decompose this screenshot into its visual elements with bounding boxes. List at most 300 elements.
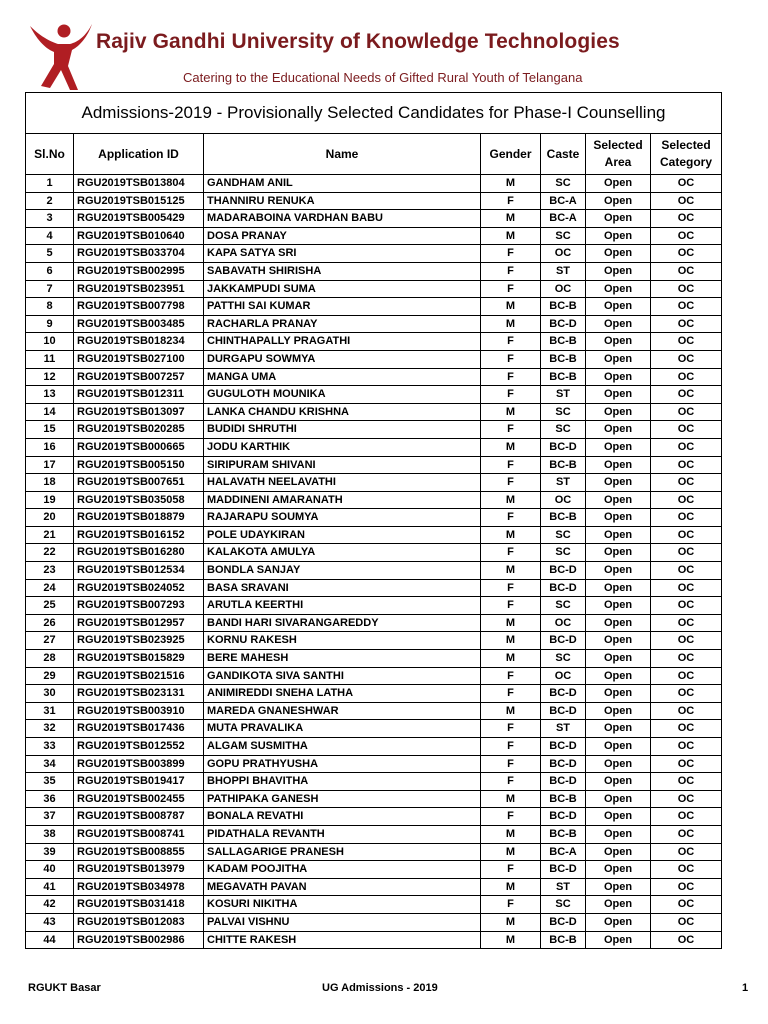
- cell-selected-category: OC: [651, 210, 722, 228]
- cell-name: CHINTHAPALLY PRAGATHI: [204, 333, 481, 351]
- cell-slno: 13: [26, 386, 74, 404]
- cell-application-id: RGU2019TSB002986: [74, 931, 204, 949]
- cell-caste: BC-B: [541, 298, 586, 316]
- cell-gender: M: [481, 227, 541, 245]
- cell-application-id: RGU2019TSB005429: [74, 210, 204, 228]
- cell-selected-category: OC: [651, 913, 722, 931]
- cell-selected-area: Open: [586, 773, 651, 791]
- cell-caste: BC-D: [541, 861, 586, 879]
- table-row: [26, 333, 722, 351]
- cell-name: PIDATHALA REVANTH: [204, 825, 481, 843]
- cell-caste: OC: [541, 491, 586, 509]
- cell-selected-category: OC: [651, 931, 722, 949]
- cell-application-id: RGU2019TSB002995: [74, 262, 204, 280]
- cell-slno: 11: [26, 350, 74, 368]
- col-header-selected-category-line1: Selected: [661, 138, 711, 152]
- cell-selected-category: OC: [651, 896, 722, 914]
- cell-selected-category: OC: [651, 350, 722, 368]
- university-logo: [28, 22, 94, 92]
- cell-name: ARUTLA KEERTHI: [204, 597, 481, 615]
- cell-selected-category: OC: [651, 262, 722, 280]
- cell-application-id: RGU2019TSB031418: [74, 896, 204, 914]
- table-row: [26, 280, 722, 298]
- cell-application-id: RGU2019TSB017436: [74, 720, 204, 738]
- cell-selected-category: OC: [651, 808, 722, 826]
- cell-gender: F: [481, 720, 541, 738]
- table-row: [26, 227, 722, 245]
- cell-caste: BC-B: [541, 509, 586, 527]
- cell-slno: 14: [26, 403, 74, 421]
- cell-name: GOPU PRATHYUSHA: [204, 755, 481, 773]
- cell-name: KALAKOTA AMULYA: [204, 544, 481, 562]
- cell-gender: M: [481, 790, 541, 808]
- cell-gender: M: [481, 210, 541, 228]
- cell-application-id: RGU2019TSB015125: [74, 192, 204, 210]
- cell-selected-area: Open: [586, 685, 651, 703]
- cell-application-id: RGU2019TSB016280: [74, 544, 204, 562]
- cell-gender: M: [481, 931, 541, 949]
- table-row: [26, 562, 722, 580]
- cell-caste: BC-B: [541, 825, 586, 843]
- page-header: [28, 22, 748, 92]
- cell-gender: F: [481, 597, 541, 615]
- cell-caste: SC: [541, 597, 586, 615]
- cell-caste: OC: [541, 614, 586, 632]
- cell-caste: BC-D: [541, 738, 586, 756]
- cell-application-id: RGU2019TSB015829: [74, 650, 204, 668]
- cell-slno: 15: [26, 421, 74, 439]
- cell-selected-area: Open: [586, 403, 651, 421]
- cell-slno: 34: [26, 755, 74, 773]
- col-header-slno: Sl.No: [26, 134, 74, 175]
- cell-application-id: RGU2019TSB013804: [74, 175, 204, 193]
- table-row: [26, 438, 722, 456]
- cell-application-id: RGU2019TSB000665: [74, 438, 204, 456]
- cell-selected-category: OC: [651, 597, 722, 615]
- table-body: [26, 175, 722, 949]
- cell-selected-area: Open: [586, 790, 651, 808]
- table-row: [26, 878, 722, 896]
- cell-name: JODU KARTHIK: [204, 438, 481, 456]
- cell-selected-category: OC: [651, 227, 722, 245]
- cell-selected-area: Open: [586, 315, 651, 333]
- cell-selected-category: OC: [651, 403, 722, 421]
- cell-application-id: RGU2019TSB003910: [74, 702, 204, 720]
- table-row: [26, 368, 722, 386]
- cell-selected-category: OC: [651, 333, 722, 351]
- cell-name: PALVAI VISHNU: [204, 913, 481, 931]
- cell-gender: M: [481, 175, 541, 193]
- cell-selected-area: Open: [586, 878, 651, 896]
- cell-slno: 27: [26, 632, 74, 650]
- footer-campus: RGUKT Basar: [28, 982, 101, 994]
- cell-caste: SC: [541, 544, 586, 562]
- cell-selected-category: OC: [651, 526, 722, 544]
- cell-name: BANDI HARI SIVARANGAREDDY: [204, 614, 481, 632]
- cell-selected-area: Open: [586, 702, 651, 720]
- cell-slno: 37: [26, 808, 74, 826]
- cell-application-id: RGU2019TSB012957: [74, 614, 204, 632]
- cell-application-id: RGU2019TSB002455: [74, 790, 204, 808]
- cell-selected-area: Open: [586, 350, 651, 368]
- cell-selected-category: OC: [651, 843, 722, 861]
- cell-gender: M: [481, 562, 541, 580]
- cell-selected-area: Open: [586, 474, 651, 492]
- cell-gender: M: [481, 526, 541, 544]
- table-row: [26, 386, 722, 404]
- cell-caste: BC-D: [541, 579, 586, 597]
- university-name: Rajiv Gandhi University of Knowledge Technologies: [96, 30, 620, 53]
- cell-caste: BC-D: [541, 632, 586, 650]
- table-row: [26, 702, 722, 720]
- cell-selected-category: OC: [651, 509, 722, 527]
- cell-selected-category: OC: [651, 298, 722, 316]
- cell-application-id: RGU2019TSB018879: [74, 509, 204, 527]
- cell-slno: 24: [26, 579, 74, 597]
- university-tagline: Catering to the Educational Needs of Gifted Rural Youth of Telangana: [183, 70, 583, 85]
- table-row: [26, 175, 722, 193]
- cell-caste: SC: [541, 227, 586, 245]
- table-row: [26, 685, 722, 703]
- cell-selected-area: Open: [586, 438, 651, 456]
- cell-caste: BC-A: [541, 843, 586, 861]
- cell-name: MAREDA GNANESHWAR: [204, 702, 481, 720]
- cell-application-id: RGU2019TSB012311: [74, 386, 204, 404]
- table-row: [26, 509, 722, 527]
- cell-slno: 4: [26, 227, 74, 245]
- cell-selected-category: OC: [651, 579, 722, 597]
- cell-caste: ST: [541, 474, 586, 492]
- col-header-name: Name: [204, 134, 481, 175]
- cell-slno: 22: [26, 544, 74, 562]
- cell-slno: 2: [26, 192, 74, 210]
- cell-slno: 9: [26, 315, 74, 333]
- cell-application-id: RGU2019TSB016152: [74, 526, 204, 544]
- cell-slno: 6: [26, 262, 74, 280]
- cell-name: MADDINENI AMARANATH: [204, 491, 481, 509]
- cell-gender: M: [481, 614, 541, 632]
- cell-gender: F: [481, 456, 541, 474]
- cell-slno: 42: [26, 896, 74, 914]
- cell-caste: BC-B: [541, 368, 586, 386]
- cell-gender: F: [481, 579, 541, 597]
- table-row: [26, 825, 722, 843]
- cell-application-id: RGU2019TSB007798: [74, 298, 204, 316]
- table-row: [26, 474, 722, 492]
- cell-caste: BC-B: [541, 790, 586, 808]
- cell-selected-category: OC: [651, 245, 722, 263]
- cell-application-id: RGU2019TSB010640: [74, 227, 204, 245]
- cell-gender: F: [481, 350, 541, 368]
- cell-selected-category: OC: [651, 878, 722, 896]
- cell-caste: BC-B: [541, 350, 586, 368]
- cell-caste: BC-D: [541, 773, 586, 791]
- cell-caste: BC-D: [541, 315, 586, 333]
- cell-gender: M: [481, 632, 541, 650]
- table-row: [26, 526, 722, 544]
- cell-name: MUTA PRAVALIKA: [204, 720, 481, 738]
- cell-gender: F: [481, 333, 541, 351]
- cell-selected-category: OC: [651, 280, 722, 298]
- cell-slno: 18: [26, 474, 74, 492]
- cell-slno: 16: [26, 438, 74, 456]
- cell-gender: M: [481, 491, 541, 509]
- cell-caste: BC-B: [541, 333, 586, 351]
- cell-selected-area: Open: [586, 632, 651, 650]
- cell-application-id: RGU2019TSB012083: [74, 913, 204, 931]
- table-row: [26, 861, 722, 879]
- cell-application-id: RGU2019TSB012552: [74, 738, 204, 756]
- cell-application-id: RGU2019TSB007257: [74, 368, 204, 386]
- cell-application-id: RGU2019TSB021516: [74, 667, 204, 685]
- cell-application-id: RGU2019TSB027100: [74, 350, 204, 368]
- cell-caste: ST: [541, 262, 586, 280]
- cell-selected-category: OC: [651, 685, 722, 703]
- table-row: [26, 738, 722, 756]
- cell-selected-category: OC: [651, 861, 722, 879]
- cell-gender: F: [481, 773, 541, 791]
- cell-slno: 8: [26, 298, 74, 316]
- cell-name: GANDIKOTA SIVA SANTHI: [204, 667, 481, 685]
- cell-selected-category: OC: [651, 544, 722, 562]
- col-header-caste: Caste: [541, 134, 586, 175]
- cell-gender: F: [481, 667, 541, 685]
- cell-gender: F: [481, 861, 541, 879]
- cell-selected-area: Open: [586, 896, 651, 914]
- cell-gender: F: [481, 262, 541, 280]
- cell-slno: 1: [26, 175, 74, 193]
- cell-caste: SC: [541, 403, 586, 421]
- cell-slno: 44: [26, 931, 74, 949]
- cell-gender: F: [481, 808, 541, 826]
- col-header-gender: Gender: [481, 134, 541, 175]
- cell-gender: F: [481, 685, 541, 703]
- cell-name: GANDHAM ANIL: [204, 175, 481, 193]
- cell-gender: M: [481, 702, 541, 720]
- cell-selected-category: OC: [651, 562, 722, 580]
- cell-selected-category: OC: [651, 720, 722, 738]
- table-row: [26, 421, 722, 439]
- cell-selected-category: OC: [651, 650, 722, 668]
- table-row: [26, 843, 722, 861]
- table-row: [26, 350, 722, 368]
- cell-slno: 26: [26, 614, 74, 632]
- cell-selected-category: OC: [651, 632, 722, 650]
- cell-caste: BC-D: [541, 808, 586, 826]
- col-header-selected-area-line1: Selected: [593, 138, 643, 152]
- cell-name: KADAM POOJITHA: [204, 861, 481, 879]
- cell-name: DOSA PRANAY: [204, 227, 481, 245]
- cell-gender: F: [481, 421, 541, 439]
- cell-selected-area: Open: [586, 597, 651, 615]
- table-row: [26, 650, 722, 668]
- cell-slno: 30: [26, 685, 74, 703]
- cell-selected-area: Open: [586, 843, 651, 861]
- cell-caste: SC: [541, 650, 586, 668]
- cell-name: KAPA SATYA SRI: [204, 245, 481, 263]
- cell-selected-area: Open: [586, 825, 651, 843]
- cell-selected-area: Open: [586, 245, 651, 263]
- table-row: [26, 245, 722, 263]
- cell-name: DURGAPU SOWMYA: [204, 350, 481, 368]
- cell-slno: 31: [26, 702, 74, 720]
- cell-name: KOSURI NIKITHA: [204, 896, 481, 914]
- cell-application-id: RGU2019TSB003485: [74, 315, 204, 333]
- cell-selected-area: Open: [586, 755, 651, 773]
- cell-application-id: RGU2019TSB008787: [74, 808, 204, 826]
- cell-selected-category: OC: [651, 315, 722, 333]
- col-header-selected-area-line2: Area: [604, 155, 632, 169]
- cell-selected-area: Open: [586, 333, 651, 351]
- cell-slno: 7: [26, 280, 74, 298]
- cell-name: ALGAM SUSMITHA: [204, 738, 481, 756]
- cell-gender: F: [481, 245, 541, 263]
- table-row: [26, 192, 722, 210]
- cell-selected-category: OC: [651, 755, 722, 773]
- cell-slno: 21: [26, 526, 74, 544]
- cell-gender: M: [481, 403, 541, 421]
- cell-selected-category: OC: [651, 386, 722, 404]
- table-row: [26, 597, 722, 615]
- cell-application-id: RGU2019TSB007651: [74, 474, 204, 492]
- cell-gender: M: [481, 825, 541, 843]
- table-row: [26, 491, 722, 509]
- cell-gender: F: [481, 738, 541, 756]
- cell-selected-category: OC: [651, 790, 722, 808]
- table-row: [26, 210, 722, 228]
- cell-selected-area: Open: [586, 368, 651, 386]
- cell-gender: M: [481, 913, 541, 931]
- cell-selected-category: OC: [651, 368, 722, 386]
- cell-selected-area: Open: [586, 738, 651, 756]
- cell-application-id: RGU2019TSB020285: [74, 421, 204, 439]
- cell-selected-area: Open: [586, 175, 651, 193]
- table-header-row: [26, 134, 722, 175]
- table-row: [26, 262, 722, 280]
- cell-application-id: RGU2019TSB005150: [74, 456, 204, 474]
- cell-name: JAKKAMPUDI SUMA: [204, 280, 481, 298]
- cell-application-id: RGU2019TSB024052: [74, 579, 204, 597]
- col-header-selected-category-line2: Category: [660, 155, 713, 169]
- cell-name: RAJARAPU SOUMYA: [204, 509, 481, 527]
- cell-gender: M: [481, 315, 541, 333]
- cell-gender: M: [481, 878, 541, 896]
- cell-caste: BC-D: [541, 755, 586, 773]
- cell-application-id: RGU2019TSB013097: [74, 403, 204, 421]
- cell-slno: 43: [26, 913, 74, 931]
- cell-selected-category: OC: [651, 175, 722, 193]
- cell-name: POLE UDAYKIRAN: [204, 526, 481, 544]
- cell-caste: ST: [541, 720, 586, 738]
- table-row: [26, 315, 722, 333]
- cell-caste: SC: [541, 421, 586, 439]
- cell-slno: 36: [26, 790, 74, 808]
- cell-name: GUGULOTH MOUNIKA: [204, 386, 481, 404]
- cell-slno: 5: [26, 245, 74, 263]
- cell-selected-area: Open: [586, 210, 651, 228]
- table-row: [26, 790, 722, 808]
- cell-selected-area: Open: [586, 667, 651, 685]
- cell-name: SIRIPURAM SHIVANI: [204, 456, 481, 474]
- table-row: [26, 632, 722, 650]
- cell-selected-area: Open: [586, 808, 651, 826]
- col-header-selected-category: [651, 134, 722, 175]
- cell-slno: 40: [26, 861, 74, 879]
- col-header-selected-area: [586, 134, 651, 175]
- cell-selected-area: Open: [586, 562, 651, 580]
- cell-caste: ST: [541, 386, 586, 404]
- cell-caste: SC: [541, 175, 586, 193]
- cell-slno: 35: [26, 773, 74, 791]
- cell-gender: M: [481, 298, 541, 316]
- cell-name: BASA SRAVANI: [204, 579, 481, 597]
- cell-slno: 12: [26, 368, 74, 386]
- cell-application-id: RGU2019TSB018234: [74, 333, 204, 351]
- cell-name: BUDIDI SHRUTHI: [204, 421, 481, 439]
- cell-slno: 39: [26, 843, 74, 861]
- table-row: [26, 720, 722, 738]
- cell-selected-category: OC: [651, 421, 722, 439]
- cell-selected-category: OC: [651, 702, 722, 720]
- cell-name: CHITTE RAKESH: [204, 931, 481, 949]
- cell-application-id: RGU2019TSB013979: [74, 861, 204, 879]
- cell-caste: OC: [541, 245, 586, 263]
- table-row: [26, 579, 722, 597]
- cell-application-id: RGU2019TSB023131: [74, 685, 204, 703]
- cell-slno: 41: [26, 878, 74, 896]
- cell-slno: 19: [26, 491, 74, 509]
- table-row: [26, 808, 722, 826]
- cell-selected-category: OC: [651, 474, 722, 492]
- cell-caste: BC-A: [541, 210, 586, 228]
- cell-application-id: RGU2019TSB003899: [74, 755, 204, 773]
- cell-selected-area: Open: [586, 650, 651, 668]
- cell-selected-category: OC: [651, 456, 722, 474]
- cell-selected-area: Open: [586, 526, 651, 544]
- cell-name: ANIMIREDDI SNEHA LATHA: [204, 685, 481, 703]
- cell-name: MEGAVATH PAVAN: [204, 878, 481, 896]
- cell-name: RACHARLA PRANAY: [204, 315, 481, 333]
- cell-application-id: RGU2019TSB008741: [74, 825, 204, 843]
- table-row: [26, 298, 722, 316]
- cell-application-id: RGU2019TSB019417: [74, 773, 204, 791]
- cell-application-id: RGU2019TSB023951: [74, 280, 204, 298]
- cell-gender: F: [481, 755, 541, 773]
- cell-caste: OC: [541, 667, 586, 685]
- cell-gender: F: [481, 474, 541, 492]
- table-row: [26, 773, 722, 791]
- cell-name: PATTHI SAI KUMAR: [204, 298, 481, 316]
- cell-selected-category: OC: [651, 773, 722, 791]
- cell-gender: M: [481, 438, 541, 456]
- cell-gender: M: [481, 650, 541, 668]
- cell-name: BERE MAHESH: [204, 650, 481, 668]
- cell-name: HALAVATH NEELAVATHI: [204, 474, 481, 492]
- cell-selected-category: OC: [651, 825, 722, 843]
- cell-gender: F: [481, 544, 541, 562]
- table-row: [26, 667, 722, 685]
- table-row: [26, 544, 722, 562]
- cell-application-id: RGU2019TSB012534: [74, 562, 204, 580]
- cell-gender: F: [481, 192, 541, 210]
- cell-gender: F: [481, 280, 541, 298]
- cell-selected-category: OC: [651, 192, 722, 210]
- cell-name: KORNU RAKESH: [204, 632, 481, 650]
- col-header-application-id: Application ID: [74, 134, 204, 175]
- cell-selected-area: Open: [586, 720, 651, 738]
- cell-caste: BC-D: [541, 702, 586, 720]
- cell-selected-area: Open: [586, 262, 651, 280]
